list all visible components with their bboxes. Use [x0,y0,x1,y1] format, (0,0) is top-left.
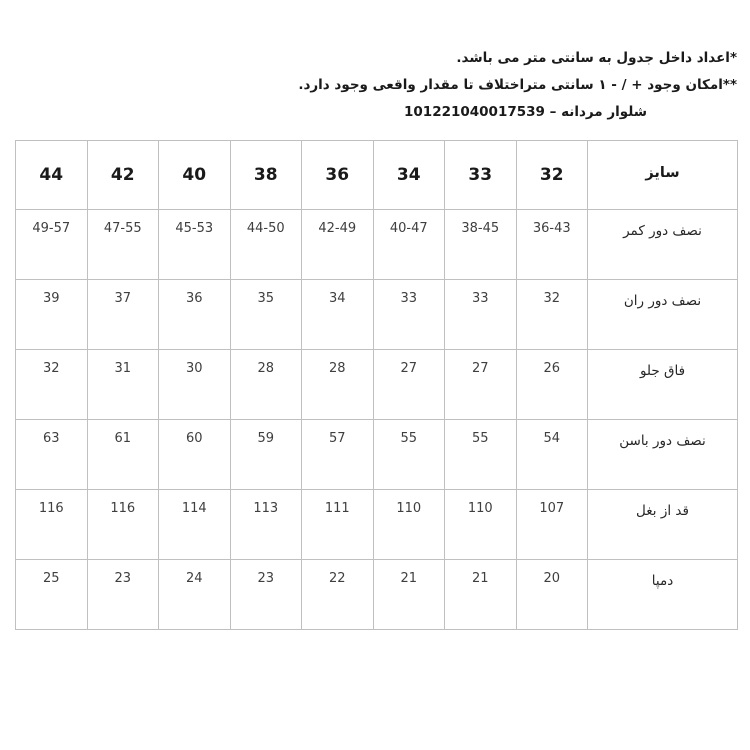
table-cell: 111 [302,490,374,560]
size-header: 32 [516,141,588,210]
table-cell: 113 [230,490,302,560]
table-cell: 116 [16,490,88,560]
table-cell: 114 [159,490,231,560]
table-cell: 42-49 [302,210,374,280]
table-cell: 54 [516,420,588,490]
table-cell: 20 [516,560,588,630]
table-cell: 25 [16,560,88,630]
table-cell: 36 [159,280,231,350]
size-chart-table [15,140,738,630]
table-row-thigh [16,280,738,350]
table-cell: 31 [87,350,159,420]
size-column-header: سایز [588,141,738,210]
note-units: *اعداد داخل جدول به سانتی متر می باشد. [456,50,737,66]
table-cell: 116 [87,490,159,560]
table-cell: 47-55 [87,210,159,280]
table-cell: 55 [373,420,445,490]
table-cell: 45-53 [159,210,231,280]
table-cell: 49-57 [16,210,88,280]
size-header: 33 [445,141,517,210]
table-row-side-length [16,490,738,560]
table-cell: 107 [516,490,588,560]
table-cell: 44-50 [230,210,302,280]
table-cell: 63 [16,420,88,490]
table-cell: 30 [159,350,231,420]
table-cell: 61 [87,420,159,490]
product-title: شلوار مردانه – 101221040017539 [404,104,647,120]
table-cell: 21 [373,560,445,630]
notes-block [298,45,737,126]
table-cell: 34 [302,280,374,350]
table-cell: 40-47 [373,210,445,280]
table-cell: 57 [302,420,374,490]
table-cell: 59 [230,420,302,490]
table-cell: 32 [516,280,588,350]
note-tolerance: **امکان وجود + / - ۱ سانتی متراختلاف تا مقدار واقعی وجود دارد. [298,77,737,93]
row-label: فاق جلو [588,350,738,420]
table-cell: 33 [373,280,445,350]
table-cell: 26 [516,350,588,420]
table-cell: 23 [87,560,159,630]
table-cell: 55 [445,420,517,490]
size-header: 42 [87,141,159,210]
row-label: نصف دور کمر [588,210,738,280]
table-cell: 33 [445,280,517,350]
table-cell: 28 [230,350,302,420]
table-cell: 23 [230,560,302,630]
row-label: دمپا [588,560,738,630]
row-label: نصف دور ران [588,280,738,350]
table-cell: 35 [230,280,302,350]
row-label: قد از بغل [588,490,738,560]
size-header: 40 [159,141,231,210]
table-cell: 28 [302,350,374,420]
size-header: 36 [302,141,374,210]
table-cell: 27 [445,350,517,420]
size-header: 44 [16,141,88,210]
header-row [16,141,738,210]
table-cell: 110 [373,490,445,560]
table-cell: 36-43 [516,210,588,280]
size-header: 38 [230,141,302,210]
table-row-hip [16,420,738,490]
table-cell: 32 [16,350,88,420]
table-row-waist [16,210,738,280]
table-cell: 37 [87,280,159,350]
table-cell: 38-45 [445,210,517,280]
table-row-leg-opening [16,560,738,630]
table-row-front-rise [16,350,738,420]
table-cell: 27 [373,350,445,420]
table-cell: 24 [159,560,231,630]
table-cell: 22 [302,560,374,630]
table-cell: 60 [159,420,231,490]
row-label: نصف دور باسن [588,420,738,490]
size-header: 34 [373,141,445,210]
table-cell: 21 [445,560,517,630]
table-cell: 39 [16,280,88,350]
table-cell: 110 [445,490,517,560]
